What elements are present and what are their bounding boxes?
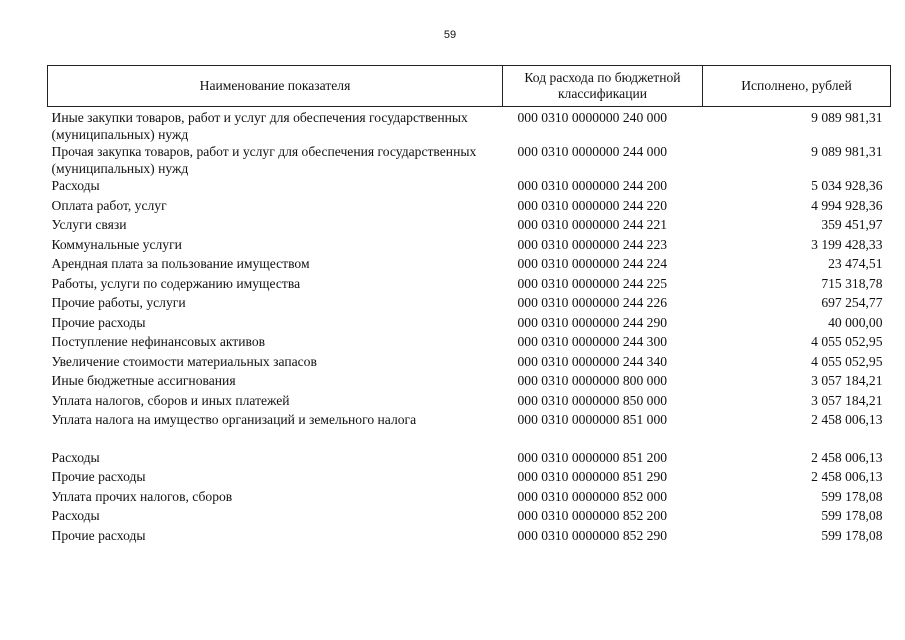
row-amount: 3 199 428,33 (811, 236, 883, 252)
row-name: Прочие расходы (51, 314, 146, 330)
table-row (48, 527, 891, 547)
table-row (48, 255, 891, 275)
row-code: 000 0310 0000000 240 000 (517, 110, 668, 125)
header-indicator-name: Наименование показателя (48, 66, 503, 107)
row-name: Расходы (51, 449, 100, 465)
spacer-cell (703, 431, 891, 449)
table-row (48, 449, 891, 469)
row-amount: 9 089 981,31 (811, 110, 883, 125)
row-code: 000 0310 0000000 244 290 (517, 314, 668, 330)
table-row (48, 411, 891, 431)
row-code: 000 0310 0000000 244 340 (517, 353, 668, 369)
row-code: 000 0310 0000000 244 200 (517, 178, 668, 193)
table-row (48, 197, 891, 217)
row-name: Работы, услуги по содержанию имущества (51, 275, 301, 291)
table-header-row (48, 66, 891, 107)
row-code: 000 0310 0000000 244 226 (517, 295, 668, 310)
table-row (48, 177, 891, 197)
row-name: Уплата налога на имущество организаций и земельного налога (51, 412, 417, 427)
table-row (48, 468, 891, 488)
row-code: 000 0310 0000000 851 000 (517, 412, 668, 427)
row-name: Прочие расходы (51, 527, 146, 543)
spacer-cell (503, 431, 703, 449)
row-amount: 5 034 928,36 (811, 178, 883, 193)
row-code: 000 0310 0000000 852 200 (517, 508, 668, 523)
row-name: Поступление нефинансовых активов (51, 334, 266, 349)
row-amount: 599 178,08 (821, 508, 883, 523)
row-amount: 4 055 052,95 (811, 353, 883, 369)
row-amount: 359 451,97 (821, 217, 883, 232)
row-amount: 715 318,78 (821, 275, 883, 291)
row-amount: 2 458 006,13 (811, 469, 883, 484)
row-amount: 599 178,08 (821, 488, 883, 504)
header-expense-code: Код расхода по бюджетной классификации (503, 66, 703, 107)
row-amount: 599 178,08 (821, 527, 883, 543)
table-row (48, 372, 891, 392)
row-amount: 3 057 184,21 (811, 392, 883, 408)
row-name: Прочие работы, услуги (51, 295, 186, 310)
row-code: 000 0310 0000000 851 200 (517, 449, 668, 465)
header-executed-amount: Исполнено, рублей (703, 66, 891, 107)
row-code: 000 0310 0000000 244 224 (517, 256, 668, 271)
row-name: Прочая закупка товаров, работ и услуг для обеспечения государственных (муниципальных) нужд (51, 144, 477, 176)
row-amount: 4 994 928,36 (811, 197, 883, 213)
page-number: 59 (443, 29, 457, 41)
row-code: 000 0310 0000000 244 221 (517, 217, 668, 232)
table-row (48, 216, 891, 236)
row-code: 000 0310 0000000 800 000 (517, 373, 668, 388)
row-amount: 3 057 184,21 (811, 373, 883, 388)
row-code: 000 0310 0000000 244 000 (517, 144, 668, 159)
row-code: 000 0310 0000000 851 290 (517, 469, 668, 484)
table-row (48, 333, 891, 353)
row-name: Увеличение стоимости материальных запасов (51, 353, 317, 369)
row-amount: 9 089 981,31 (811, 144, 883, 159)
table-spacer-row (48, 431, 891, 449)
row-name: Прочие расходы (51, 469, 146, 484)
row-code: 000 0310 0000000 244 300 (517, 334, 668, 349)
row-amount: 2 458 006,13 (811, 412, 883, 427)
table-row (48, 236, 891, 256)
row-name: Уплата прочих налогов, сборов (51, 488, 233, 504)
row-name: Оплата работ, услуг (51, 197, 167, 213)
budget-execution-table (47, 65, 891, 546)
table-row (48, 488, 891, 508)
row-code: 000 0310 0000000 852 000 (517, 488, 668, 504)
row-code: 000 0310 0000000 244 220 (517, 197, 668, 213)
row-name: Услуги связи (51, 217, 127, 232)
row-name: Расходы (51, 508, 100, 523)
table-row (48, 294, 891, 314)
row-code: 000 0310 0000000 244 225 (517, 275, 668, 291)
table-row (48, 353, 891, 373)
spacer-cell (48, 431, 503, 449)
row-name: Уплата налогов, сборов и иных платежей (51, 392, 290, 408)
row-amount: 23 474,51 (828, 256, 883, 271)
row-name: Иные закупки товаров, работ и услуг для обеспечения государственных (муниципальных) нужд (51, 110, 468, 142)
row-amount: 2 458 006,13 (811, 449, 883, 465)
row-name: Коммунальные услуги (51, 236, 182, 252)
row-name: Арендная плата за пользование имуществом (51, 256, 310, 271)
row-name: Иные бюджетные ассигнования (51, 373, 236, 388)
row-code: 000 0310 0000000 850 000 (517, 392, 668, 408)
row-amount: 40 000,00 (828, 314, 883, 330)
table-row (48, 507, 891, 527)
row-name: Расходы (51, 178, 100, 193)
table-row (48, 107, 891, 144)
table-row (48, 392, 891, 412)
row-amount: 697 254,77 (821, 295, 883, 310)
row-code: 000 0310 0000000 244 223 (517, 236, 668, 252)
table-row (48, 143, 891, 177)
table-row (48, 275, 891, 295)
row-amount: 4 055 052,95 (811, 334, 883, 349)
table-row (48, 314, 891, 334)
row-code: 000 0310 0000000 852 290 (517, 527, 668, 543)
